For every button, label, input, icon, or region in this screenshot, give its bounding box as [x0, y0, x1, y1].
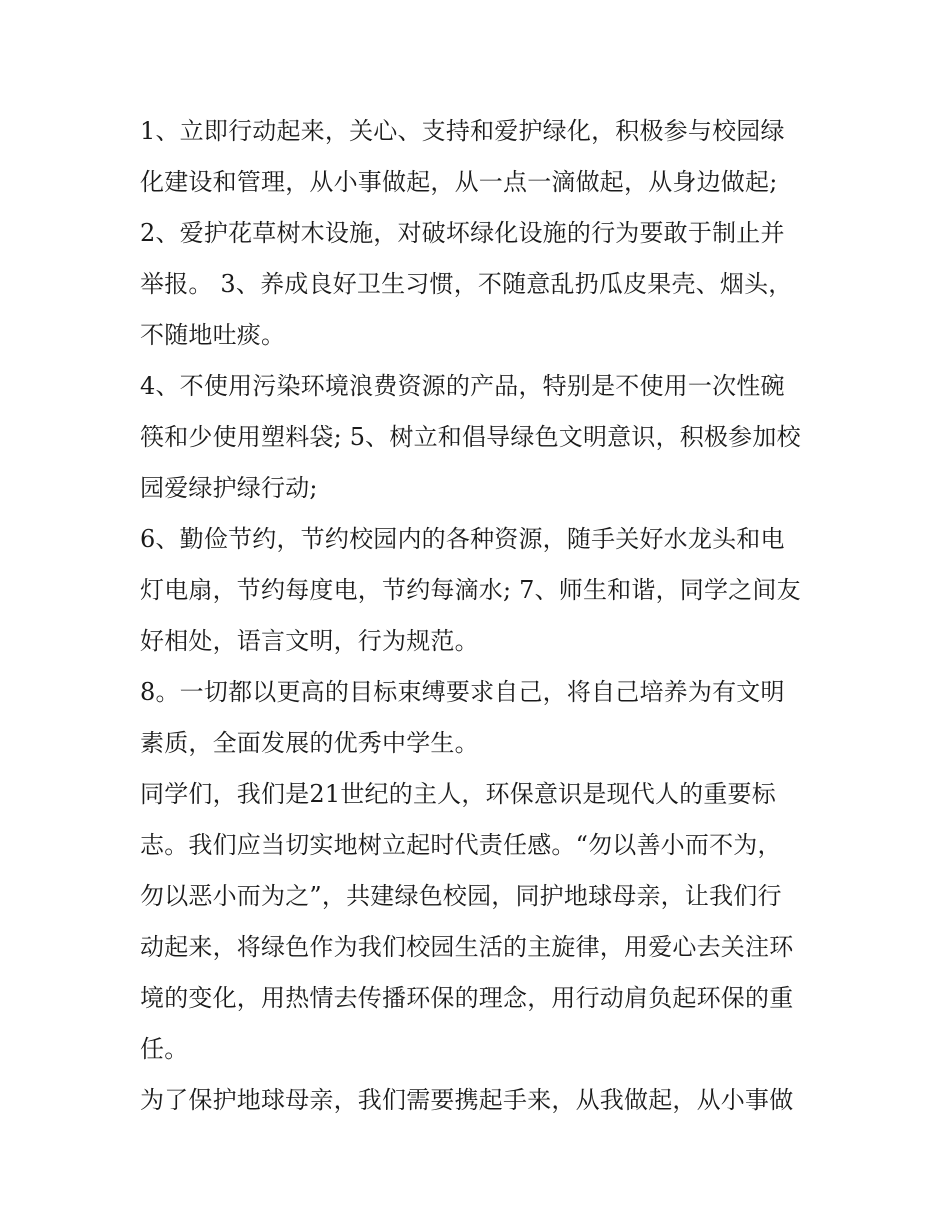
text-line: 为了保护地球母亲，我们需要携起手来，从我做起，从小事做 [140, 1086, 794, 1114]
text-line: 6、勤俭节约，节约校园内的各种资源，随手关好水龙头和电 [140, 525, 785, 553]
text-line: 好相处，语言文明，行为规范。 [140, 627, 479, 655]
text-line: 灯电扇，节约每度电，节约每滴水; 7、师生和谐，同学之间友 [140, 576, 801, 604]
text-line: 1、立即行动起来，关心、支持和爱护绿化，积极参与校园绿 [140, 117, 785, 145]
text-line: 任。 [140, 1035, 189, 1063]
text-line: 4、不使用污染环境浪费资源的产品，特别是不使用一次性碗 [140, 372, 785, 400]
text-line: 同学们，我们是21世纪的主人，环保意识是现代人的重要标 [140, 780, 776, 808]
document-body [140, 106, 820, 1126]
text-line: 勿以恶小而为之”，共建绿色校园，同护地球母亲，让我们行 [140, 882, 782, 910]
text-line: 筷和少使用塑料袋; 5、树立和倡导绿色文明意识，积极参加校 [140, 423, 801, 451]
text-line: 8。一切都以更高的目标束缚要求自己，将自己培养为有文明 [140, 678, 785, 706]
text-line: 不随地吐痰。 [140, 321, 286, 349]
text-line: 2、爱护花草树木设施，对破坏绿化设施的行为要敢于制止并 [140, 219, 785, 247]
text-line: 园爱绿护绿行动; [140, 474, 318, 502]
text-line: 化建设和管理，从小事做起，从一点一滴做起，从身边做起; [140, 168, 778, 196]
text-line: 素质，全面发展的优秀中学生。 [140, 729, 479, 757]
text-line: 境的变化，用热情去传播环保的理念，用行动肩负起环保的重 [140, 984, 794, 1012]
text-line: 举报。 3、养成良好卫生习惯，不随意乱扔瓜皮果壳、烟头， [140, 270, 793, 298]
text-line: 动起来，将绿色作为我们校园生活的主旋律，用爱心去关注环 [140, 933, 794, 961]
text-line: 志。我们应当切实地树立起时代责任感。“勿以善小而不为， [140, 831, 782, 859]
